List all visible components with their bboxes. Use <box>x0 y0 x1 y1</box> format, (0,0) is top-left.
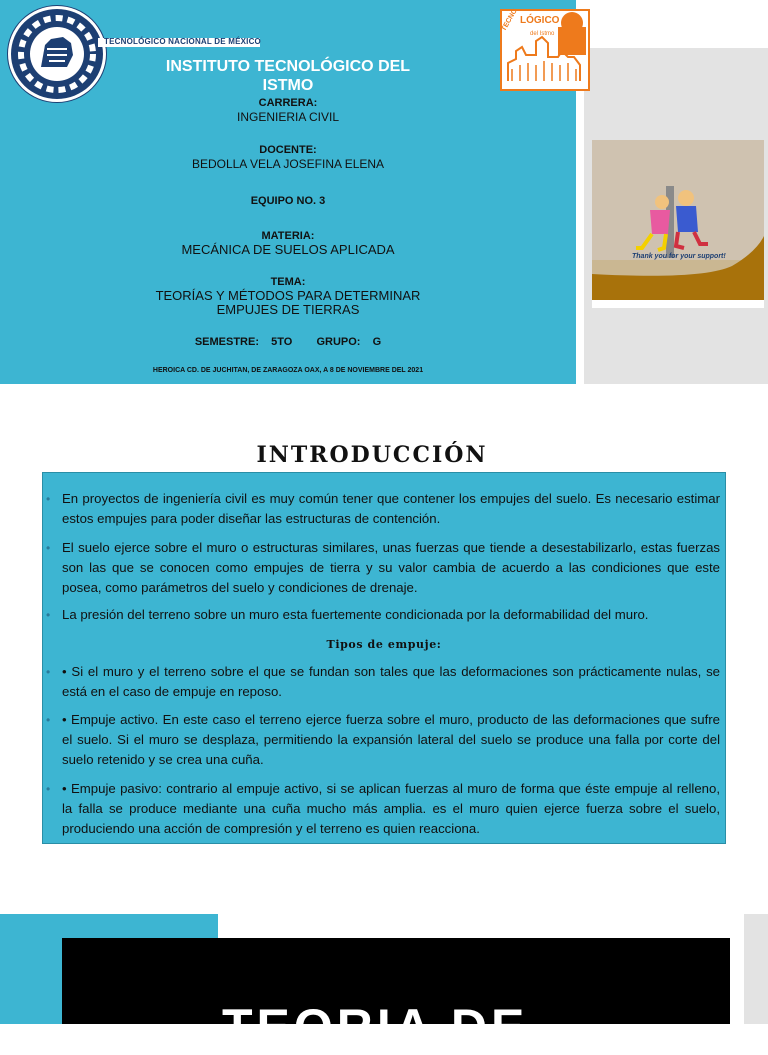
intro-paragraph-1: En proyectos de ingeniería civil es muy común tener que contener los empujes del suelo. Es necesario estimar estos empujes para poder diseñar las estructuras de contención. <box>62 491 720 526</box>
carrera-value: INGENIERIA CIVIL <box>236 110 340 124</box>
materia-label: MATERIA: <box>261 230 315 242</box>
equipo-label: EQUIPO NO. 3 <box>250 195 326 207</box>
theory-title: TEORIA DE <box>222 999 529 1055</box>
bullet-dot-2: • <box>46 541 51 555</box>
tema-block <box>60 276 516 317</box>
bullet-dot-5: • <box>46 713 51 727</box>
tema-line-2: EMPUJES DE TIERRAS <box>216 302 360 317</box>
istmo-logo-icon <box>500 7 588 89</box>
intro-paragraph-6: • Empuje pasivo: contrario al empuje activo, si se aplican fuerzas al muro de forma que éste empuje al relleno, la falla se produce mediante una cuña mucho más amplia. es el muro quien ejerce fuerza sobre el suelo, produciendo una acción de compresión y el terreno es quien reacciona. <box>62 781 720 836</box>
logo-text-a: TECNO <box>500 7 519 33</box>
docente-label: DOCENTE: <box>259 144 317 156</box>
intro-paragraph-4: • Si el muro y el terreno sobre el que se fundan son tales que las deformaciones son prácticamente nulas, se está en el caso de empuje en reposo. <box>62 664 720 699</box>
illustration-image <box>592 140 764 308</box>
intro-paragraph-5: • Empuje activo. En este caso el terreno ejerce fuerza sobre el muro, producto de las deformaciones que sufre el suelo. Si el muro se desplaza, permitiendo la expansión lateral del suelo se produce una falla por corte del suelo retenido y se crea una cuña. <box>62 712 720 767</box>
intro-paragraph-3: La presión del terreno sobre un muro esta fuertemente condicionada por la deformabilidad del muro. <box>62 607 649 622</box>
semestre-grupo-row <box>60 336 516 348</box>
bullet-dot-6: • <box>46 782 51 796</box>
equipo-block <box>60 195 516 208</box>
photo-caption: Thank you for your support! <box>632 253 726 260</box>
logo-text-c: del Istmo <box>530 31 555 37</box>
bullet-dot-1: • <box>46 492 51 506</box>
gear-icon <box>11 9 103 99</box>
grupo-label: GRUPO: <box>316 336 361 348</box>
illustration-figure <box>592 140 764 308</box>
docente-value: BEDOLLA VELA JOSEFINA ELENA <box>191 157 385 171</box>
introduction-title: INTRODUCCIÓN <box>256 442 488 468</box>
bullet-dot-4: • <box>46 665 51 679</box>
semestre-label: SEMESTRE: <box>194 336 260 348</box>
semestre-value: 5TO <box>271 336 293 348</box>
bullet-dot-3: • <box>46 608 51 622</box>
place-date: HEROICA CD. DE JUCHITAN, DE ZARAGOZA OAX, A 8 DE NOVIEMBRE DEL 2021 <box>152 367 424 374</box>
materia-value: MECÁNICA DE SUELOS APLICADA <box>181 242 395 257</box>
intro-paragraph-2: El suelo ejerce sobre el muro o estructuras similares, unas fuerzas que tiende a desestabilizarlo, estas fuerzas son las que se conocen como empujes de tierra y su valor cambia de acuerdo a las condiciones que este posea, como parámetros del suelo y condiciones de drenaje. <box>62 540 720 595</box>
institute-title: INSTITUTO TECNOLÓGICO DEL ISTMO <box>165 58 411 94</box>
carrera-label: CARRERA: <box>258 97 318 109</box>
docente-block <box>60 144 516 171</box>
logo-text-b: LÓGICO <box>520 15 560 26</box>
tema-line-1: TEORÍAS Y MÉTODOS PARA DETERMINAR <box>155 288 421 303</box>
materia-block <box>60 230 516 257</box>
theory-black-panel <box>62 938 730 1055</box>
tecnm-name: TECNOLÓGICO NACIONAL DE MÉXICO <box>104 37 261 46</box>
grupo-value: G <box>372 336 382 348</box>
istmo-logo <box>500 9 590 91</box>
theory-gray-panel <box>744 914 768 1024</box>
tipos-heading: Tipos de empuje: <box>326 638 442 651</box>
tecnm-seal-logo <box>8 6 106 102</box>
tema-label: TEMA: <box>270 276 306 288</box>
carrera-block <box>60 97 516 124</box>
